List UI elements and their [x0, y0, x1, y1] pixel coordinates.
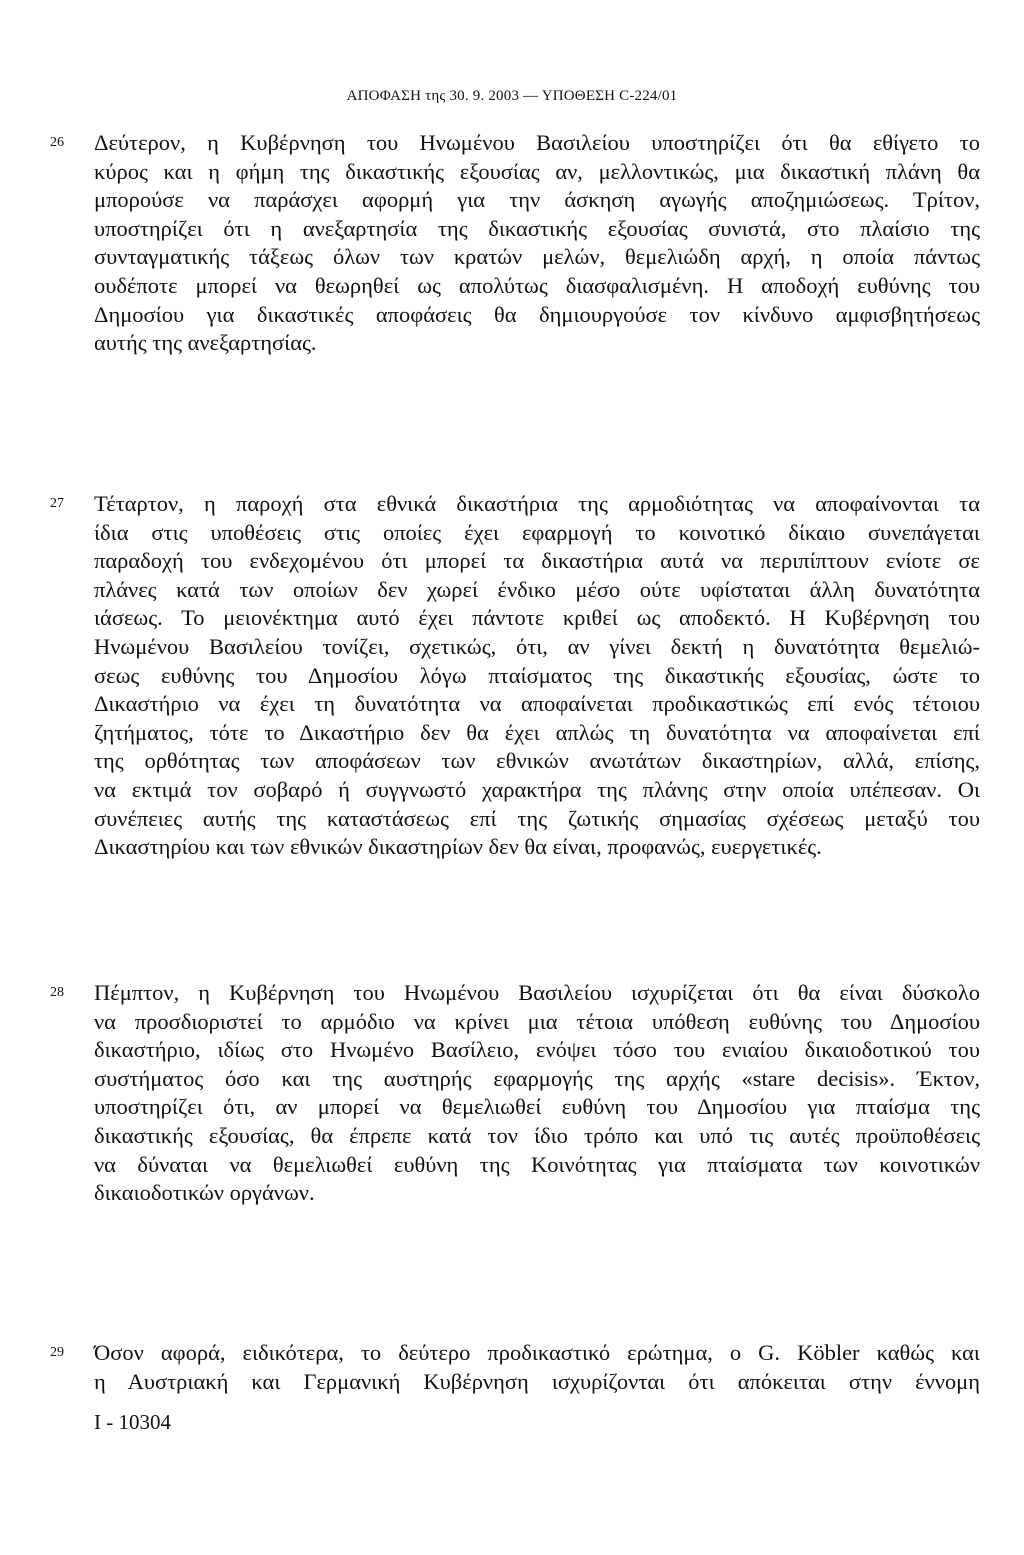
paragraph-29 [94, 1339, 980, 1396]
text-line: να δύναται να θεμελιωθεί ευθύνη της Κοινότητας για πταίσματα των κοινοτικών [94, 1151, 980, 1177]
text-line: Ηνωμένου Βασιλείου τονίζει, σχετικώς, ότι, αν γίνει δεκτή η δυνατότητα θεμελιώ- [94, 633, 980, 659]
text-line: της ορθότητας των αποφάσεων των εθνικών ανωτάτων δικαστηρίων, αλλά, επίσης, [94, 748, 980, 774]
text-line: δικαστικής εξουσίας, θα έπρεπε κατά τον ίδιο τρόπο και υπό τις αυτές προϋποθέσεις [94, 1122, 980, 1148]
text-line: να προσδιοριστεί το αρμόδιο να κρίνει μια τέτοια υπόθεση ευθύνης του Δημοσίου [94, 1008, 980, 1034]
text-line: πλάνες κατά των οποίων δεν χωρεί ένδικο μέσο ούτε υφίσταται άλλη δυνατότητα [94, 576, 980, 602]
text-line: σεως ευθύνης του Δημοσίου λόγω πταίσματος της δικαστικής εξουσίας, ώστε το [94, 662, 980, 688]
text-line: παραδοχή του ενδεχομένου ότι μπορεί τα δικαστήρια αυτά να περιπίπτουν ενίοτε σε [94, 548, 980, 574]
text-line: υποστηρίζει ότι η ανεξαρτησία της δικαστικής εξουσίας συνιστά, στο πλαίσιο της [94, 215, 980, 241]
text-line: υποστηρίζει ότι, αν μπορεί να θεμελιωθεί ευθύνη του Δημοσίου για πταίσμα της [94, 1094, 980, 1120]
running-header: ΑΠΟΦΑΣΗ της 30. 9. 2003 — ΥΠΟΘΕΣΗ C-224/01 [346, 88, 678, 104]
paragraph-number: 28 [50, 985, 64, 1000]
text-line: Τέταρτον, η παροχή στα εθνικά δικαστήρια της αρμοδιότητας να αποφαίνονται τα [94, 491, 980, 516]
text-line: μπορούσε να παράσχει αφορμή για την άσκηση αγωγής αποζημιώσεως. Τρίτον, [94, 187, 980, 213]
text-line: Δεύτερον, η Κυβέρνηση του Ηνωμένου Βασιλείου υποστηρίζει ότι θα εθίγετο το [94, 130, 980, 155]
page-number: I - 10304 [94, 1410, 171, 1434]
paragraph-number: 29 [50, 1345, 64, 1360]
text-line: κύρος και η φήμη της δικαστικής εξουσίας αν, μελλοντικώς, μια δικαστική πλάνη θα [94, 158, 980, 184]
text-line: Δικαστήριο να έχει τη δυνατότητα να αποφαίνεται προδικαστικώς επί ενός τέτοιου [94, 691, 980, 717]
text-line: η Αυστριακή και Γερμανική Κυβέρνηση ισχυρίζονται ότι απόκειται στην έννομη [94, 1368, 980, 1394]
paragraph-number: 26 [50, 135, 64, 150]
text-line: ουδέποτε μπορεί να θεωρηθεί ως απολύτως διασφαλισμένη. Η αποδοχή ευθύνης του [94, 272, 980, 298]
text-line: δικαιοδοτικών οργάνων. [94, 1180, 315, 1206]
text-line: συστήματος όσο και της αυστηρής εφαρμογής της αρχής «stare decisis». Έκτον, [94, 1065, 980, 1091]
paragraph-28 [94, 979, 980, 1208]
text-line: Δικαστηρίου και των εθνικών δικαστηρίων δεν θα είναι, προφανώς, ευεργετικές. [94, 834, 822, 860]
paragraph-26 [94, 129, 980, 358]
text-line: ζητήματος, τότε το Δικαστήριο δεν θα έχει απλώς τη δυνατότητα να αποφαίνεται επί [94, 719, 980, 745]
text-line: Όσον αφορά, ειδικότερα, το δεύτερο προδικαστικό ερώτημα, ο G. Köbler καθώς και [94, 1340, 980, 1365]
text-line: Πέμπτον, η Κυβέρνηση του Ηνωμένου Βασιλείου ισχυρίζεται ότι θα είναι δύσκολο [94, 980, 980, 1005]
text-line: ίδια στις υποθέσεις στις οποίες έχει εφαρμογή το κοινοτικό δίκαιο συνεπάγεται [94, 519, 980, 545]
text-line: συνταγματικής τάξεως όλων των κρατών μελών, θεμελιώδη αρχή, η οποία πάντως [94, 244, 980, 270]
text-line: αυτής της ανεξαρτησίας. [94, 330, 317, 356]
text-line: Δημοσίου για δικαστικές αποφάσεις θα δημιουργούσε τον κίνδυνο αμφισβητήσεως [94, 301, 980, 327]
text-line: ιάσεως. Το μειονέκτημα αυτό έχει πάντοτε κριθεί ως αποδεκτό. Η Κυβέρνηση του [94, 605, 980, 631]
paragraph-number: 27 [50, 496, 64, 511]
text-line: δικαστήριο, ιδίως στο Ηνωμένο Βασίλειο, ενόψει τόσο του ενιαίου δικαιοδοτικού του [94, 1037, 980, 1063]
text-line: συνέπειες αυτής της καταστάσεως επί της ζωτικής σημασίας σχέσεως μεταξύ του [94, 805, 980, 831]
paragraph-27 [94, 490, 980, 862]
text-line: να εκτιμά τον σοβαρό ή συγγνωστό χαρακτήρα της πλάνης στην οποία υπέπεσαν. Οι [94, 776, 980, 802]
